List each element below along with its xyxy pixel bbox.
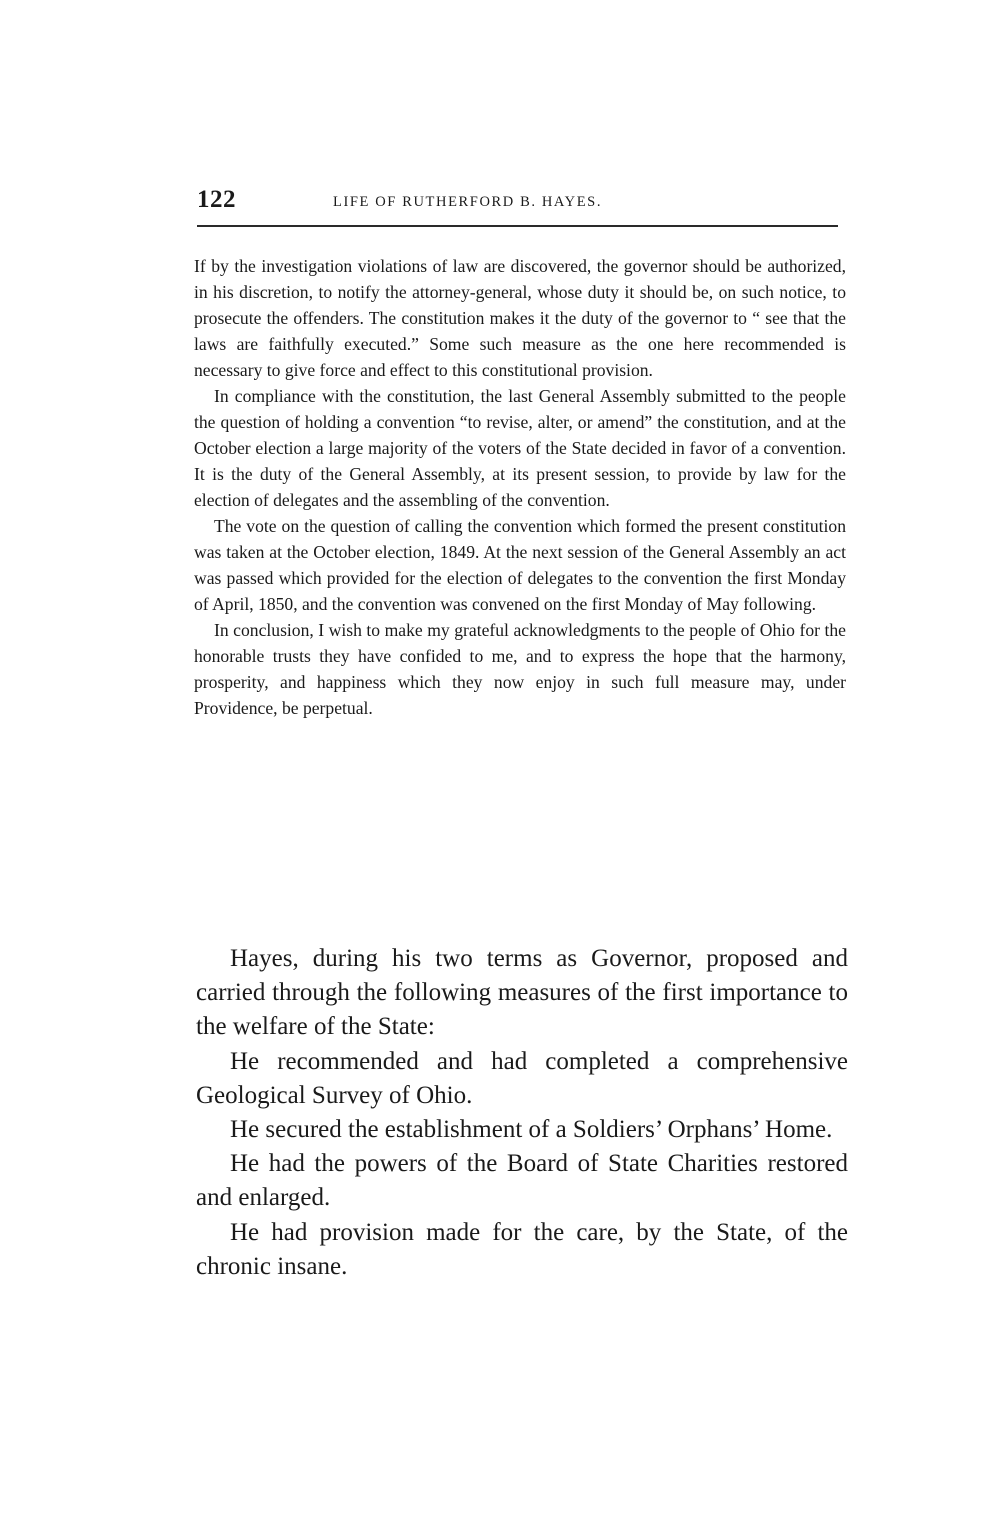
letter-paragraph: In compliance with the constitution, the last General Assembly submitted to the people the question of holding a convention “to revise, alter, or amend” the constitution, and at the October election a large majority of the voters of the State decided in favor of a convention. It is the duty of the General Assembly, at its present session, to provide by law for the election of delegates and the assembling of the convention. [194,386,846,510]
letter-paragraph: If by the investigation violations of law are discovered, the governor should be authorized, in his discretion, to notify the attorney-general, whose duty it should be, on such notice, to prosecute the offenders. The constitution makes it the duty of the governor to “ see that the laws are faithfully executed.” Some such measure as the one here recommended is necessary to give force and effect to this constitutional provision. [194,256,846,380]
running-head [197,186,847,220]
letter-paragraph: The vote on the question of calling the convention which formed the present constitution was taken at the October election, 1849. At the next session of the General Assembly an act was passed which provided for the election of delegates to the convention the first Monday of April, 1850, and the convention was convened on the first Monday of May following. [194,516,846,614]
narrative-paragraph: Hayes, during his two terms as Governor, proposed and carried through the following measures of the first importance to the welfare of the State: [196,945,848,1041]
narrative-paragraph: He secured the establishment of a Soldiers’ Orphans’ Home. [230,1116,833,1144]
narrative-text [196,942,848,1284]
narrative-paragraph: He recommended and had completed a comprehensive Geological Survey of Ohio. [196,1047,848,1109]
letter-paragraph: In conclusion, I wish to make my grateful acknowledgments to the people of Ohio for the honorable trusts they have confided to me, and to express the hope that the harmony, prosperity, and happiness which they now enjoy in such full measure may, under Providence, be perpetual. [194,620,846,718]
narrative-paragraph: He had the powers of the Board of State Charities restored and enlarged. [196,1150,848,1212]
header-rule [197,225,838,227]
running-title: LIFE OF RUTHERFORD B. HAYES. [333,194,603,210]
page-number: 122 [197,186,236,213]
quoted-message-text [194,253,846,721]
narrative-paragraph: He had provision made for the care, by the State, of the chronic insane. [196,1218,848,1280]
